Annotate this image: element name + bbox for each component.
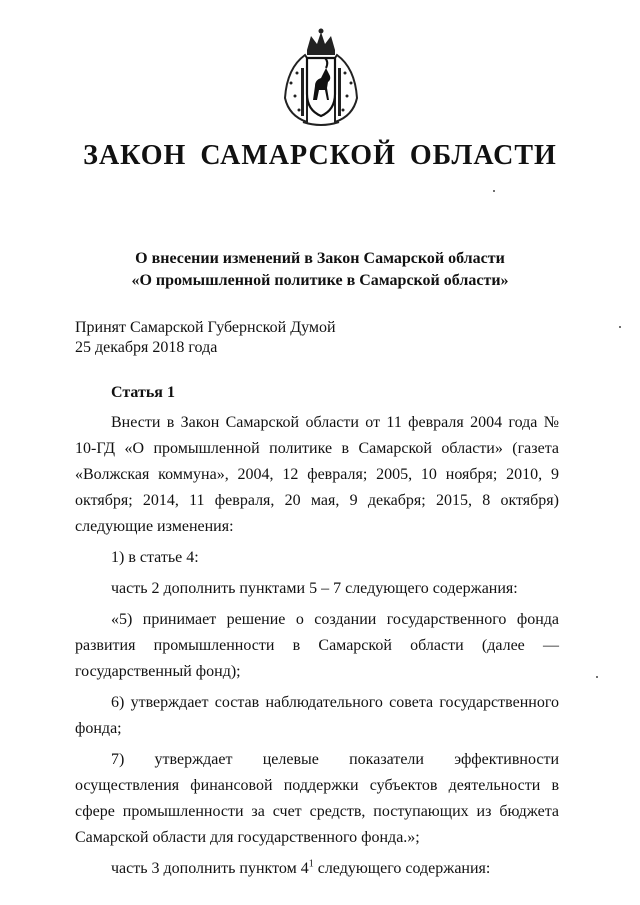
law-subtitle	[0, 248, 640, 292]
part-3-text-end: следующего содержания:	[313, 860, 491, 877]
adoption-info	[75, 318, 336, 358]
scan-speck	[493, 190, 495, 192]
part-3-text: часть 3 дополнить пунктом 4	[111, 860, 309, 877]
adoption-date: 25 декабря 2018 года	[75, 339, 218, 356]
subtitle-line-1: О внесении изменений в Закон Самарской области	[135, 250, 505, 267]
paragraph-item-1: 1) в статье 4:	[111, 549, 199, 566]
article-heading: Статья 1	[111, 384, 175, 401]
scan-speck	[596, 676, 598, 678]
paragraph-point-6: 6) утверждает состав наблюдательного совета государственного фонда;	[75, 694, 559, 737]
adopted-by: Принят Самарской Губернской Думой	[75, 319, 336, 336]
paragraph-intro: Внести в Закон Самарской области от 11 февраля 2004 года № 10-ГД «О промышленной политике в Самарской области» (газета «Волжская коммуна», 2004, 12 февраля; 2005, 10 ноября; 2010, 9 октября; 2014, 11 февраля, 20 мая, 9 декабря; 2015, 8 октября) следующие изменения:	[75, 414, 559, 535]
paragraph-point-7: 7) утверждает целевые показатели эффективности осуществления финансовой поддержки субъектов деятельности в сфере промышленности за счет средств, поступающих из бюджета Самарской области для государственного фонда.»;	[75, 751, 559, 846]
law-title: ЗАКОН САМАРСКОЙ ОБЛАСТИ	[83, 140, 557, 171]
coat-of-arms-emblem	[277, 28, 365, 128]
paragraph-part-3	[75, 856, 559, 882]
part-3-superscript: 1	[308, 858, 314, 870]
paragraph-point-5: «5) принимает решение о создании государственного фонда развития промышленности в Самарской области (далее — государственный фонд);	[75, 611, 559, 680]
subtitle-line-2: «О промышленной политике в Самарской области»	[131, 272, 509, 289]
paragraph-part-2: часть 2 дополнить пунктами 5 – 7 следующего содержания:	[111, 580, 518, 597]
scan-speck	[619, 326, 621, 328]
article-body	[75, 410, 559, 882]
